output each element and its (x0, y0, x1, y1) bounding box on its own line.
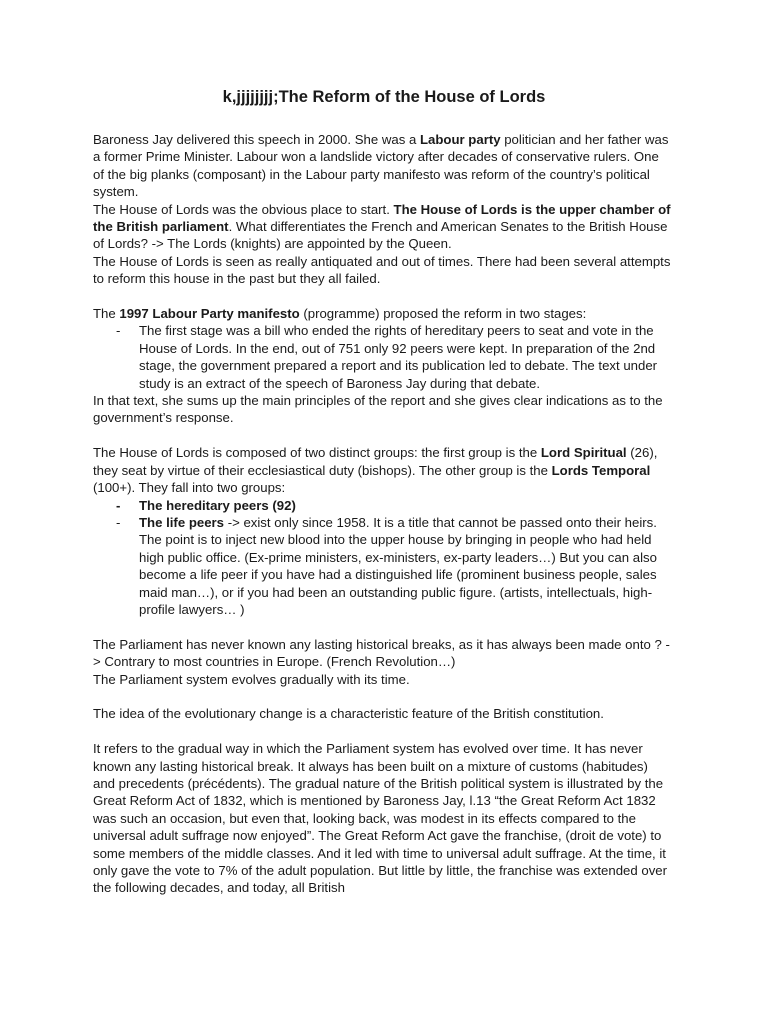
list-item (93, 514, 673, 618)
document-title: k,jjjjjjjj;The Reform of the House of Lords (222, 88, 546, 106)
paragraph-manifesto (93, 305, 673, 322)
bold-term-upper-chamber: The House of Lords is the upper chamber of the British parliament (93, 201, 671, 235)
list-item (93, 497, 673, 514)
paragraph-evolutionary-change: The idea of the evolutionary change is a characteristic feature of the British constitution. (93, 706, 604, 722)
paragraph-spacer (93, 288, 673, 305)
list-item (93, 322, 673, 392)
paragraph-gradual-way: It refers to the gradual way in which the Parliament system has evolved over time. It has never known any lasting historical break. It always has been built on a mixture of customs (habitudes) and precedents (précédents). The gradual nature of the British political system is illustrated by the Great Reform Act of 1832, which is mentioned by Baroness Jay, l.13 “the Great Reform Act 1832 was such an occasion, but even that, looking back, was modest in its effects compared to the universal adult suffrage now enjoyed”. The Great Reform Act gave the franchise, (droit de vote) to some members of the middle classes. And it led with time to universal adult suffrage. At the time, it only gave the vote to 7% of the adult population. But little by little, the franchise was extended over the following decades, and today, all British (93, 741, 668, 896)
text-run: Baroness Jay delivered this speech in 2000. She was a (93, 132, 420, 147)
paragraph-house-of-lords (93, 201, 673, 253)
text-run: (26), they seat by virtue of their ecclesiastical duty (bishops). The other group is the (93, 445, 658, 478)
paragraph-spacer (93, 618, 673, 635)
peer-groups-list (93, 497, 673, 619)
paragraph-evolves-gradually: The Parliament system evolves gradually with its time. (93, 671, 410, 687)
text-run: The House of Lords was the obvious place to start. (93, 201, 394, 217)
paragraph-historical-breaks: The Parliament has never known any lasting historical breaks, as it has always been made onto ? -> Contrary to most countries in Europe. (French Revolution…) (93, 636, 670, 670)
paragraph-spacer (93, 723, 673, 740)
list-item-text: -> exist only since 1958. It is a title that cannot be passed onto their heirs. The point is to inject new blood into the upper house by bringing in people who had held high public office. (Ex-prime ministers, ex-ministers, ex-party leaders…) But you can also become a life peer if you have had a distinguished life (prominent business people, sales maid man…), or if you had been an outstanding public figure. (artists, intellectuals, high-profile lawyers… ) (139, 514, 657, 617)
text-run: (programme) proposed the reform in two stages: (299, 306, 587, 322)
text-run: (100+). They fall into two groups: (93, 480, 286, 496)
document-body (93, 131, 673, 897)
list-marker-text: - (116, 497, 121, 513)
reform-stages-list (93, 322, 673, 392)
bold-term-life-peers: The life peers (139, 514, 225, 530)
paragraph-spacer (93, 688, 673, 705)
list-marker: - (116, 514, 121, 530)
list-item-text: The first stage was a bill who ended the rights of hereditary peers to seat and vote in the House of Lords. In the end, out of 751 only 92 peers were kept. In preparation of the 2nd stage, the government prepared a report and its publication led to debate. The text under study is an extract of the speech of Baroness Jay during that debate. (139, 323, 658, 391)
paragraph-composition (93, 444, 673, 496)
paragraph-antiquated: The House of Lords is seen as really antiquated and out of times. There had been several attempts to reform this house in the past but they all failed. (93, 253, 671, 287)
paragraph-intro (93, 131, 673, 201)
list-marker (116, 497, 120, 514)
bold-term-labour-party: Labour party (419, 132, 501, 147)
bold-term-lord-spiritual: Lord Spiritual (540, 445, 627, 461)
text-run: politician and her father was a former Prime Minister. Labour won a landslide victory after decades of conservative rulers. One of the big planks (composant) in the Labour party manifesto was reform of the country’s political system. (93, 132, 669, 200)
bold-term-lords-temporal: Lords Temporal (551, 462, 651, 478)
text-run: The (93, 306, 120, 322)
bold-term-hereditary-peers: The hereditary peers (92) (139, 497, 296, 513)
paragraph-text-summary: In that text, she sums up the main principles of the report and she gives clear indications as to the government’s response. (93, 393, 663, 426)
list-marker: - (116, 323, 121, 339)
text-run: The House of Lords is composed of two distinct groups: the first group is the (93, 445, 541, 461)
text-run: . What differentiates the French and American Senates to the British House of Lords? -> The Lords (knights) are appointed by the Queen. (93, 219, 668, 252)
bold-term-manifesto: 1997 Labour Party manifesto (119, 306, 300, 322)
paragraph-spacer (93, 427, 673, 444)
